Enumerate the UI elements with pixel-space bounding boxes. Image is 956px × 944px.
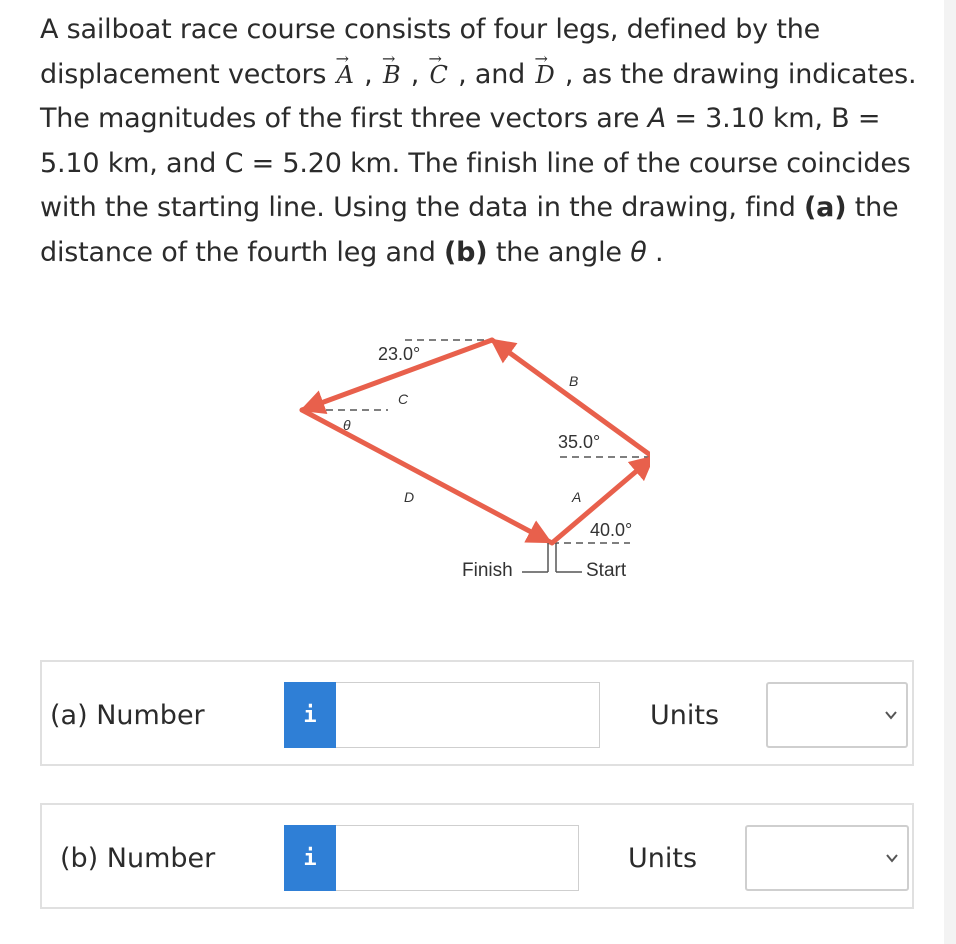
part-b-label: (b) Number [60,843,216,874]
part-a-label: (a) Number [50,700,205,731]
part-a-marker: (a) [804,192,847,223]
vector-c-symbol: → C [428,53,450,98]
units-label-a: Units [650,700,720,731]
answer-row-a [40,660,914,766]
units-select-b[interactable] [745,825,909,891]
answer-row-b [40,803,914,909]
number-input-b[interactable] [336,825,579,891]
angle-c-label: 23.0° [378,344,421,364]
question-text: A sailboat race course consists of four legs, defined by the displacement vectors → A , → B , → C , and → D , as the drawing indicates. The magnitudes of the first three vectors are A = 3.10 km, B = 5.10 km, and C = 5.20 km. The finish line of the course coincides with the starting line. Using the data in the drawing, find (a) the distance of the fourth leg and (b) the angle θ . [40,8,920,275]
vector-b-symbol: → B [381,53,402,98]
info-button-a[interactable]: i [284,682,336,748]
chevron-down-icon [884,708,898,722]
theta-label: θ [343,417,351,433]
vector-a-symbol: → A [335,53,356,98]
vector-d-arrow [302,410,550,542]
angle-b-label: 35.0° [558,432,601,452]
theta-symbol: θ [630,236,647,268]
units-select-a[interactable] [766,682,908,748]
part-b-marker: (b) [444,236,488,268]
start-label: Start [586,560,627,581]
finish-label: Finish [462,560,513,581]
vector-c-label: C [398,391,409,407]
vector-b-label: B [569,373,579,389]
info-button-b[interactable]: i [284,825,336,891]
vector-d-label: D [404,489,415,505]
number-input-a[interactable] [336,682,600,748]
sailboat-course-diagram [290,325,650,590]
chevron-down-icon [885,851,899,865]
units-label-b: Units [628,843,698,874]
angle-a-label: 40.0° [590,520,633,540]
scrollbar[interactable] [944,0,956,944]
vector-d-symbol: → D [533,53,556,98]
vector-a-label: A [572,489,582,505]
